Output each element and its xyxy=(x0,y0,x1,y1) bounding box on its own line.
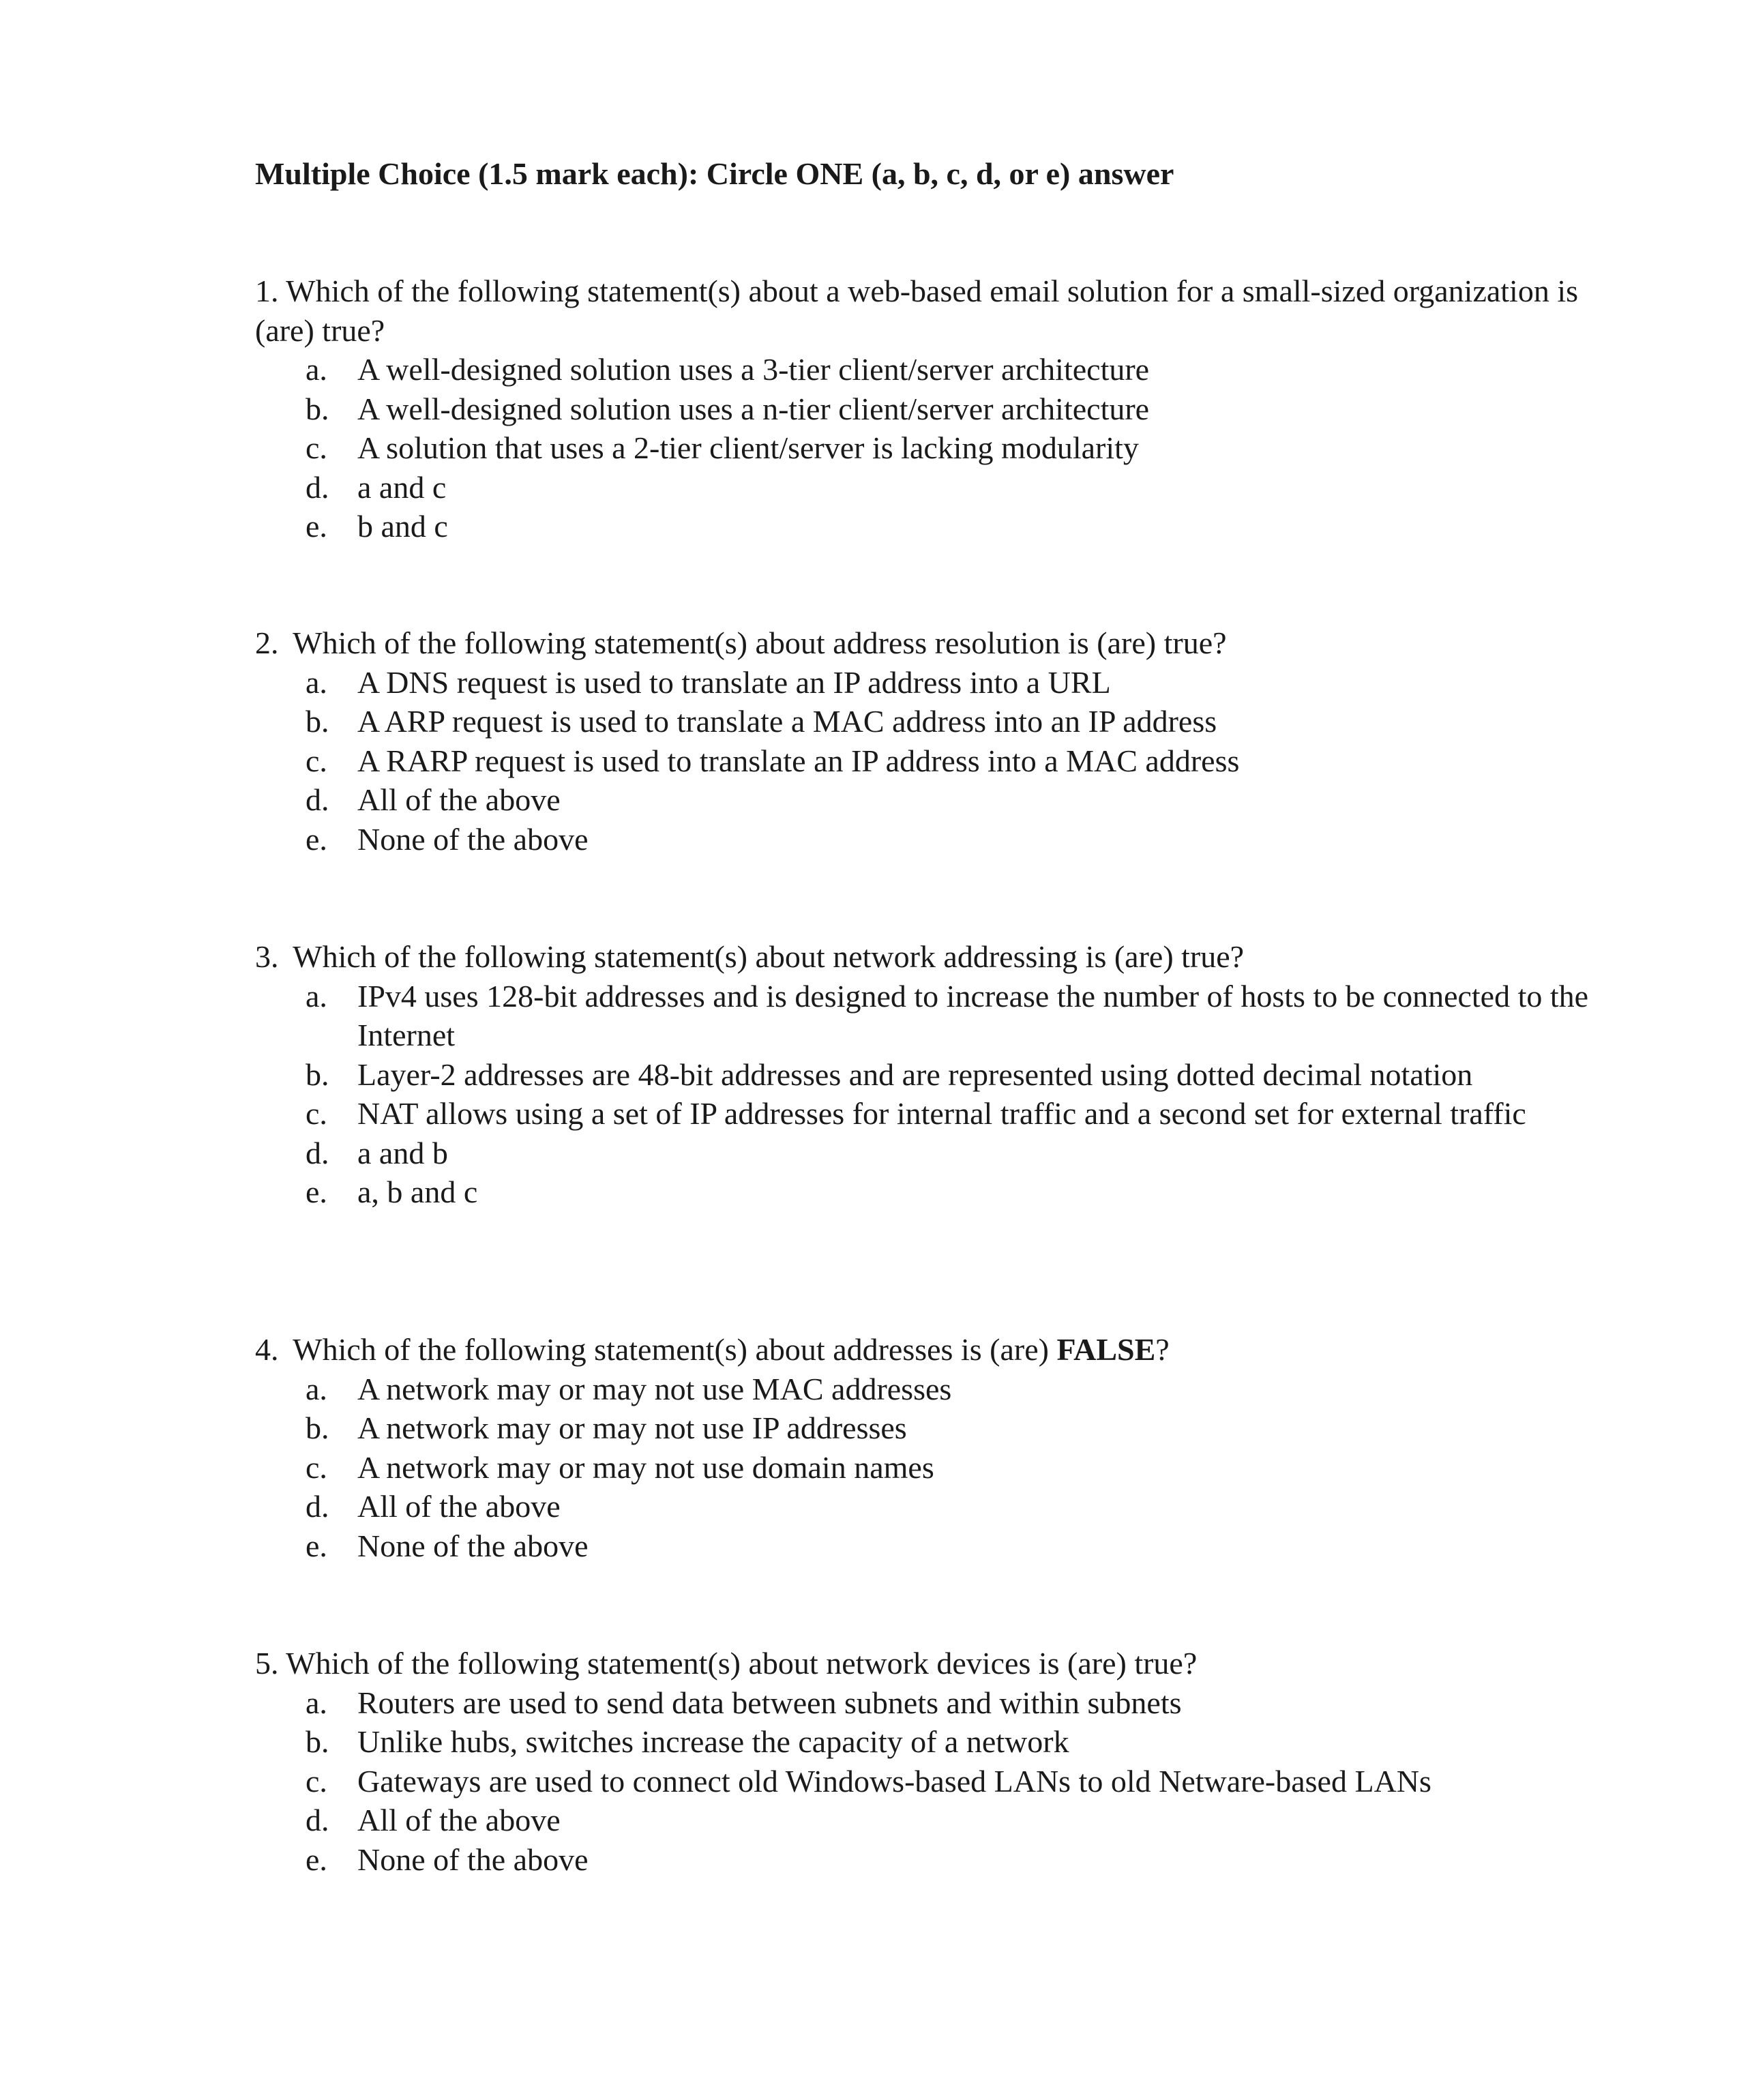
option-letter: a. xyxy=(306,1371,327,1406)
option-text: IPv4 uses 128-bit addresses and is designed to increase the number of hosts to be connected to the Internet xyxy=(357,978,1589,1052)
option-text: None of the above xyxy=(357,1528,589,1563)
option-text: a, b and c xyxy=(357,1174,478,1209)
option-d[interactable] xyxy=(255,468,1605,507)
option-letter: a. xyxy=(306,664,327,700)
question-number: 2. xyxy=(255,625,279,660)
option-text: A network may or may not use MAC addresses xyxy=(357,1371,952,1406)
option-text: Unlike hubs, switches increase the capacity of a network xyxy=(357,1724,1069,1759)
option-d[interactable] xyxy=(255,780,1605,820)
option-letter: d. xyxy=(306,1135,329,1170)
option-text: A DNS request is used to translate an IP address into a URL xyxy=(357,664,1111,700)
option-text: NAT allows using a set of IP addresses for internal traffic and a second set for external traffic xyxy=(357,1096,1526,1131)
option-e[interactable] xyxy=(255,507,1605,546)
option-letter: d. xyxy=(306,1489,329,1524)
option-d[interactable] xyxy=(255,1801,1605,1840)
question-3 xyxy=(255,937,1605,1212)
question-4 xyxy=(255,1330,1605,1565)
option-list xyxy=(255,663,1605,859)
option-text: A network may or may not use domain names xyxy=(357,1449,934,1485)
question-mark: ? xyxy=(1155,1332,1170,1367)
option-text: All of the above xyxy=(357,782,561,817)
question-number: 3. xyxy=(255,939,279,974)
option-letter: e. xyxy=(306,1174,327,1209)
option-b[interactable] xyxy=(255,1722,1605,1762)
option-text: None of the above xyxy=(357,1842,589,1877)
option-b[interactable] xyxy=(255,702,1605,741)
option-letter: c. xyxy=(306,1763,327,1799)
question-number: 4. xyxy=(255,1332,279,1367)
question-5 xyxy=(255,1644,1605,1879)
option-a[interactable] xyxy=(255,663,1605,703)
section-heading: Multiple Choice (1.5 mark each): Circle ONE (a, b, c, d, or e) answer xyxy=(255,156,1174,191)
option-text: A solution that uses a 2-tier client/server is lacking modularity xyxy=(357,430,1139,465)
question-1 xyxy=(255,271,1605,546)
option-letter: c. xyxy=(306,743,327,778)
option-letter: b. xyxy=(306,1724,329,1759)
option-a[interactable] xyxy=(255,1370,1605,1409)
question-text: Which of the following statement(s) about network addressing is (are) true? xyxy=(293,939,1245,974)
option-letter: e. xyxy=(306,821,327,857)
option-text: A well-designed solution uses a n-tier client/server architecture xyxy=(357,391,1150,426)
option-list xyxy=(255,1370,1605,1566)
option-letter: d. xyxy=(306,1803,329,1837)
option-b[interactable] xyxy=(255,1055,1605,1095)
option-text: A ARP request is used to translate a MAC address into an IP address xyxy=(357,704,1217,739)
option-letter: e. xyxy=(306,1528,327,1563)
option-a[interactable] xyxy=(255,1683,1605,1723)
option-a[interactable] xyxy=(255,977,1605,1055)
question-stem xyxy=(255,1644,1605,1683)
option-letter: d. xyxy=(306,782,329,817)
option-e[interactable] xyxy=(255,1526,1605,1566)
option-letter: a. xyxy=(306,1685,327,1720)
option-c[interactable] xyxy=(255,428,1605,468)
option-letter: e. xyxy=(306,1842,327,1877)
option-c[interactable] xyxy=(255,1448,1605,1488)
question-stem xyxy=(255,1330,1605,1370)
option-letter: b. xyxy=(306,391,329,426)
option-text: a and b xyxy=(357,1135,448,1170)
option-letter: d. xyxy=(306,469,329,505)
option-c[interactable] xyxy=(255,741,1605,781)
option-text: A network may or may not use IP addresses xyxy=(357,1410,907,1445)
question-number: 1. xyxy=(255,273,279,308)
option-c[interactable] xyxy=(255,1762,1605,1801)
option-letter: b. xyxy=(306,1056,329,1092)
option-text: Layer-2 addresses are 48-bit addresses and are represented using dotted decimal notation xyxy=(357,1056,1473,1092)
question-stem xyxy=(255,937,1605,977)
option-letter: c. xyxy=(306,1449,327,1485)
option-e[interactable] xyxy=(255,1172,1605,1212)
option-text: b and c xyxy=(357,509,448,544)
option-list xyxy=(255,350,1605,546)
option-text: a and c xyxy=(357,469,447,505)
option-text: All of the above xyxy=(357,1489,561,1524)
option-e[interactable] xyxy=(255,1840,1605,1880)
question-text: Which of the following statement(s) about a web-based email solution for a small-sized organization is (are) true? xyxy=(255,273,1579,348)
option-letter: b. xyxy=(306,704,329,739)
option-b[interactable] xyxy=(255,1408,1605,1448)
option-letter: a. xyxy=(306,978,327,1014)
option-letter: a. xyxy=(306,352,327,387)
question-text: Which of the following statement(s) about address resolution is (are) true? xyxy=(293,625,1227,660)
option-letter: e. xyxy=(306,509,327,544)
option-letter: c. xyxy=(306,1096,327,1131)
option-letter: c. xyxy=(306,430,327,465)
option-text: A RARP request is used to translate an IP address into a MAC address xyxy=(357,743,1240,778)
option-text: A well-designed solution uses a 3-tier client/server architecture xyxy=(357,352,1150,387)
option-c[interactable] xyxy=(255,1094,1605,1134)
question-2 xyxy=(255,623,1605,859)
option-e[interactable] xyxy=(255,820,1605,859)
option-list xyxy=(255,1683,1605,1880)
option-a[interactable] xyxy=(255,350,1605,389)
option-d[interactable] xyxy=(255,1487,1605,1526)
option-letter: b. xyxy=(306,1410,329,1445)
emphasis-false: FALSE xyxy=(1056,1332,1156,1367)
question-stem xyxy=(255,271,1605,350)
option-text: None of the above xyxy=(357,821,589,857)
option-text: All of the above xyxy=(357,1803,561,1837)
option-b[interactable] xyxy=(255,389,1605,429)
question-stem xyxy=(255,623,1605,663)
question-number: 5. xyxy=(255,1646,279,1681)
option-text: Routers are used to send data between subnets and within subnets xyxy=(357,1685,1182,1720)
option-list xyxy=(255,977,1605,1212)
option-d[interactable] xyxy=(255,1134,1605,1173)
question-text: Which of the following statement(s) about network devices is (are) true? xyxy=(286,1646,1198,1681)
question-text: Which of the following statement(s) about addresses is (are) xyxy=(293,1332,1049,1367)
option-text: Gateways are used to connect old Windows-based LANs to old Netware-based LANs xyxy=(357,1763,1431,1799)
